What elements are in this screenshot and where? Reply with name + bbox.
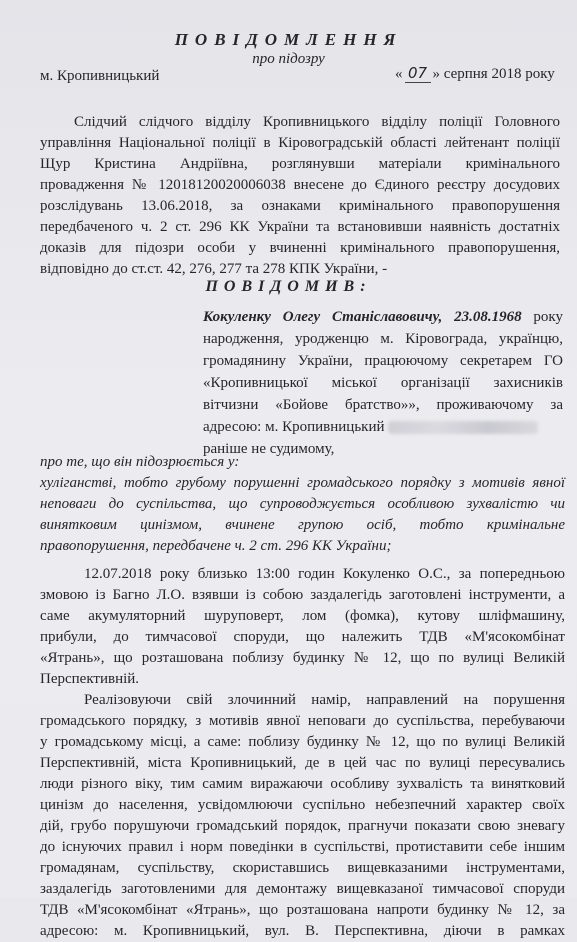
facts-line: прибули, до тимчасової споруди, що належить ТДВ «М'ясокомбінат — [40, 629, 565, 645]
facts-paragraph — [40, 564, 565, 942]
facts-line: громадського порядку, з мотивів явної неповаги до суспільства, перебуваючи — [40, 713, 565, 729]
suspicion-paragraph — [40, 452, 565, 557]
suspect-name: Кокуленку Олегу Станіславовичу, 23.08.1968 — [203, 309, 522, 325]
intro-line: Щур Кристина Андріївна, розглянувши матеріали кримінального — [40, 156, 560, 172]
intro-line: відповідно до ст.ст. 42, 276, 277 та 278 КПК України, - — [40, 261, 388, 277]
suspicion-line: про те, що він підозрюється у: — [40, 454, 240, 470]
suspect-line: громадянину України, працюючому секретарем ГО — [203, 353, 563, 369]
city-label: м. Кропивницький — [40, 68, 160, 84]
intro-line: передбаченого ч. 2 ст. 296 КК України та встановивши наявність достатніх — [40, 219, 560, 235]
suspicion-line: винятковим цинізмом, вчинене групою осіб, тобто кримінальне — [40, 517, 565, 533]
facts-line: цинізм до населення, усвідомлюючи суспільно небезпечний характер своїх — [40, 797, 565, 813]
facts-line: у громадському місці, а саме: поблизу будинку № 12, що по вулиці Великій — [40, 734, 565, 750]
notified-heading: ПОВІДОМИВ: — [205, 278, 372, 295]
facts-line: заздалегідь заготовленими для демонтажу вищевказаної тимчасової споруди — [40, 881, 565, 897]
intro-line: управління Національної поліції в Кіровоградській області лейтенант поліції — [40, 135, 560, 151]
facts-line: адресою: м. Кропивницький, вул. В. Перспективна, діючи в рамках — [40, 923, 565, 939]
suspect-line: «Кропивницької міської організації захисників — [203, 375, 563, 391]
intro-line: Слідчий слідчого відділу Кропивницького відділу поліції Головного — [74, 114, 560, 130]
facts-line: дій, грубо порушуючи громадський порядок, прагнучи показати свою зневагу — [40, 818, 565, 834]
intro-paragraph — [40, 112, 560, 280]
facts-line: 12.07.2018 року близько 13:00 годин Кокуленко О.С., за попередньою — [84, 566, 565, 582]
date-month-year: » серпня 2018 року — [432, 66, 555, 82]
document-title: ПОВІДОМЛЕННЯ — [174, 30, 403, 49]
date-open-quote: « — [395, 66, 403, 82]
facts-line: Реалізовуючи свій злочинний намір, направлений на порушення — [84, 692, 565, 708]
facts-line: громадянам, суспільству, скориставшись вищевказаними інструментами, — [40, 860, 565, 876]
facts-line: люди різного віку, тим самим виражаючи особливу зухвалість та винятковий — [40, 776, 565, 792]
facts-line: «Ятрань», що розташована поблизу будинку № 12, що по вулиці Великій — [40, 650, 565, 666]
date-day-handwritten: 07 — [405, 64, 431, 83]
facts-line: до існуючих правил і норм поведінки в суспільстві, протиставити себе іншим — [40, 839, 565, 855]
intro-line: провадження № 12018120020006038 внесене до Єдиного реєстру досудових — [40, 177, 560, 193]
suspect-line — [203, 306, 563, 328]
redacted-address — [388, 421, 538, 434]
suspect-line: вітчизни «Бойове братство»», проживаючому за — [203, 397, 563, 413]
facts-line: саме акумуляторний шуруповерт, лом (фомка), кутову шліфмашину, — [40, 608, 565, 624]
suspect-line: народження, уродженцю м. Кіровограда, українцю, — [203, 331, 563, 347]
suspect-line: раніше не судимому, — [203, 441, 335, 457]
suspicion-line: правопорушення, передбачене ч. 2 ст. 296 КК України; — [40, 538, 392, 554]
intro-line: доказів для підозри особи у вчиненні кримінального правопорушення, — [40, 240, 560, 256]
facts-line: Перспективній. — [40, 671, 140, 687]
intro-line: розслідувань 13.06.2018, за ознаками кримінального правопорушення — [40, 198, 560, 214]
facts-line: Перспективній, міста Кропивницький, де в цей час по вулиці пересувались — [40, 755, 565, 771]
suspicion-line: хуліганстві, тобто грубому порушенні громадського порядку з мотивів явної — [40, 475, 565, 491]
facts-line: ТДВ «М'ясокомбінат «Ятрань», що розташована напроти будинку № 12, за — [40, 902, 565, 918]
document-date — [395, 64, 555, 83]
facts-line: змовою із Багно Л.О. взявши із собою заздалегідь заготовлені інструменти, а — [40, 587, 565, 603]
suspect-name-tail: року — [521, 309, 563, 325]
suspect-address-line — [203, 416, 563, 438]
suspect-paragraph — [203, 306, 563, 460]
suspicion-line: неповаги до суспільства, що супроводжується особливою зухвалістю чи — [40, 496, 565, 512]
document-subtitle: про підозру — [252, 51, 325, 67]
address-text: адресою: м. Кропивницький — [203, 419, 385, 435]
